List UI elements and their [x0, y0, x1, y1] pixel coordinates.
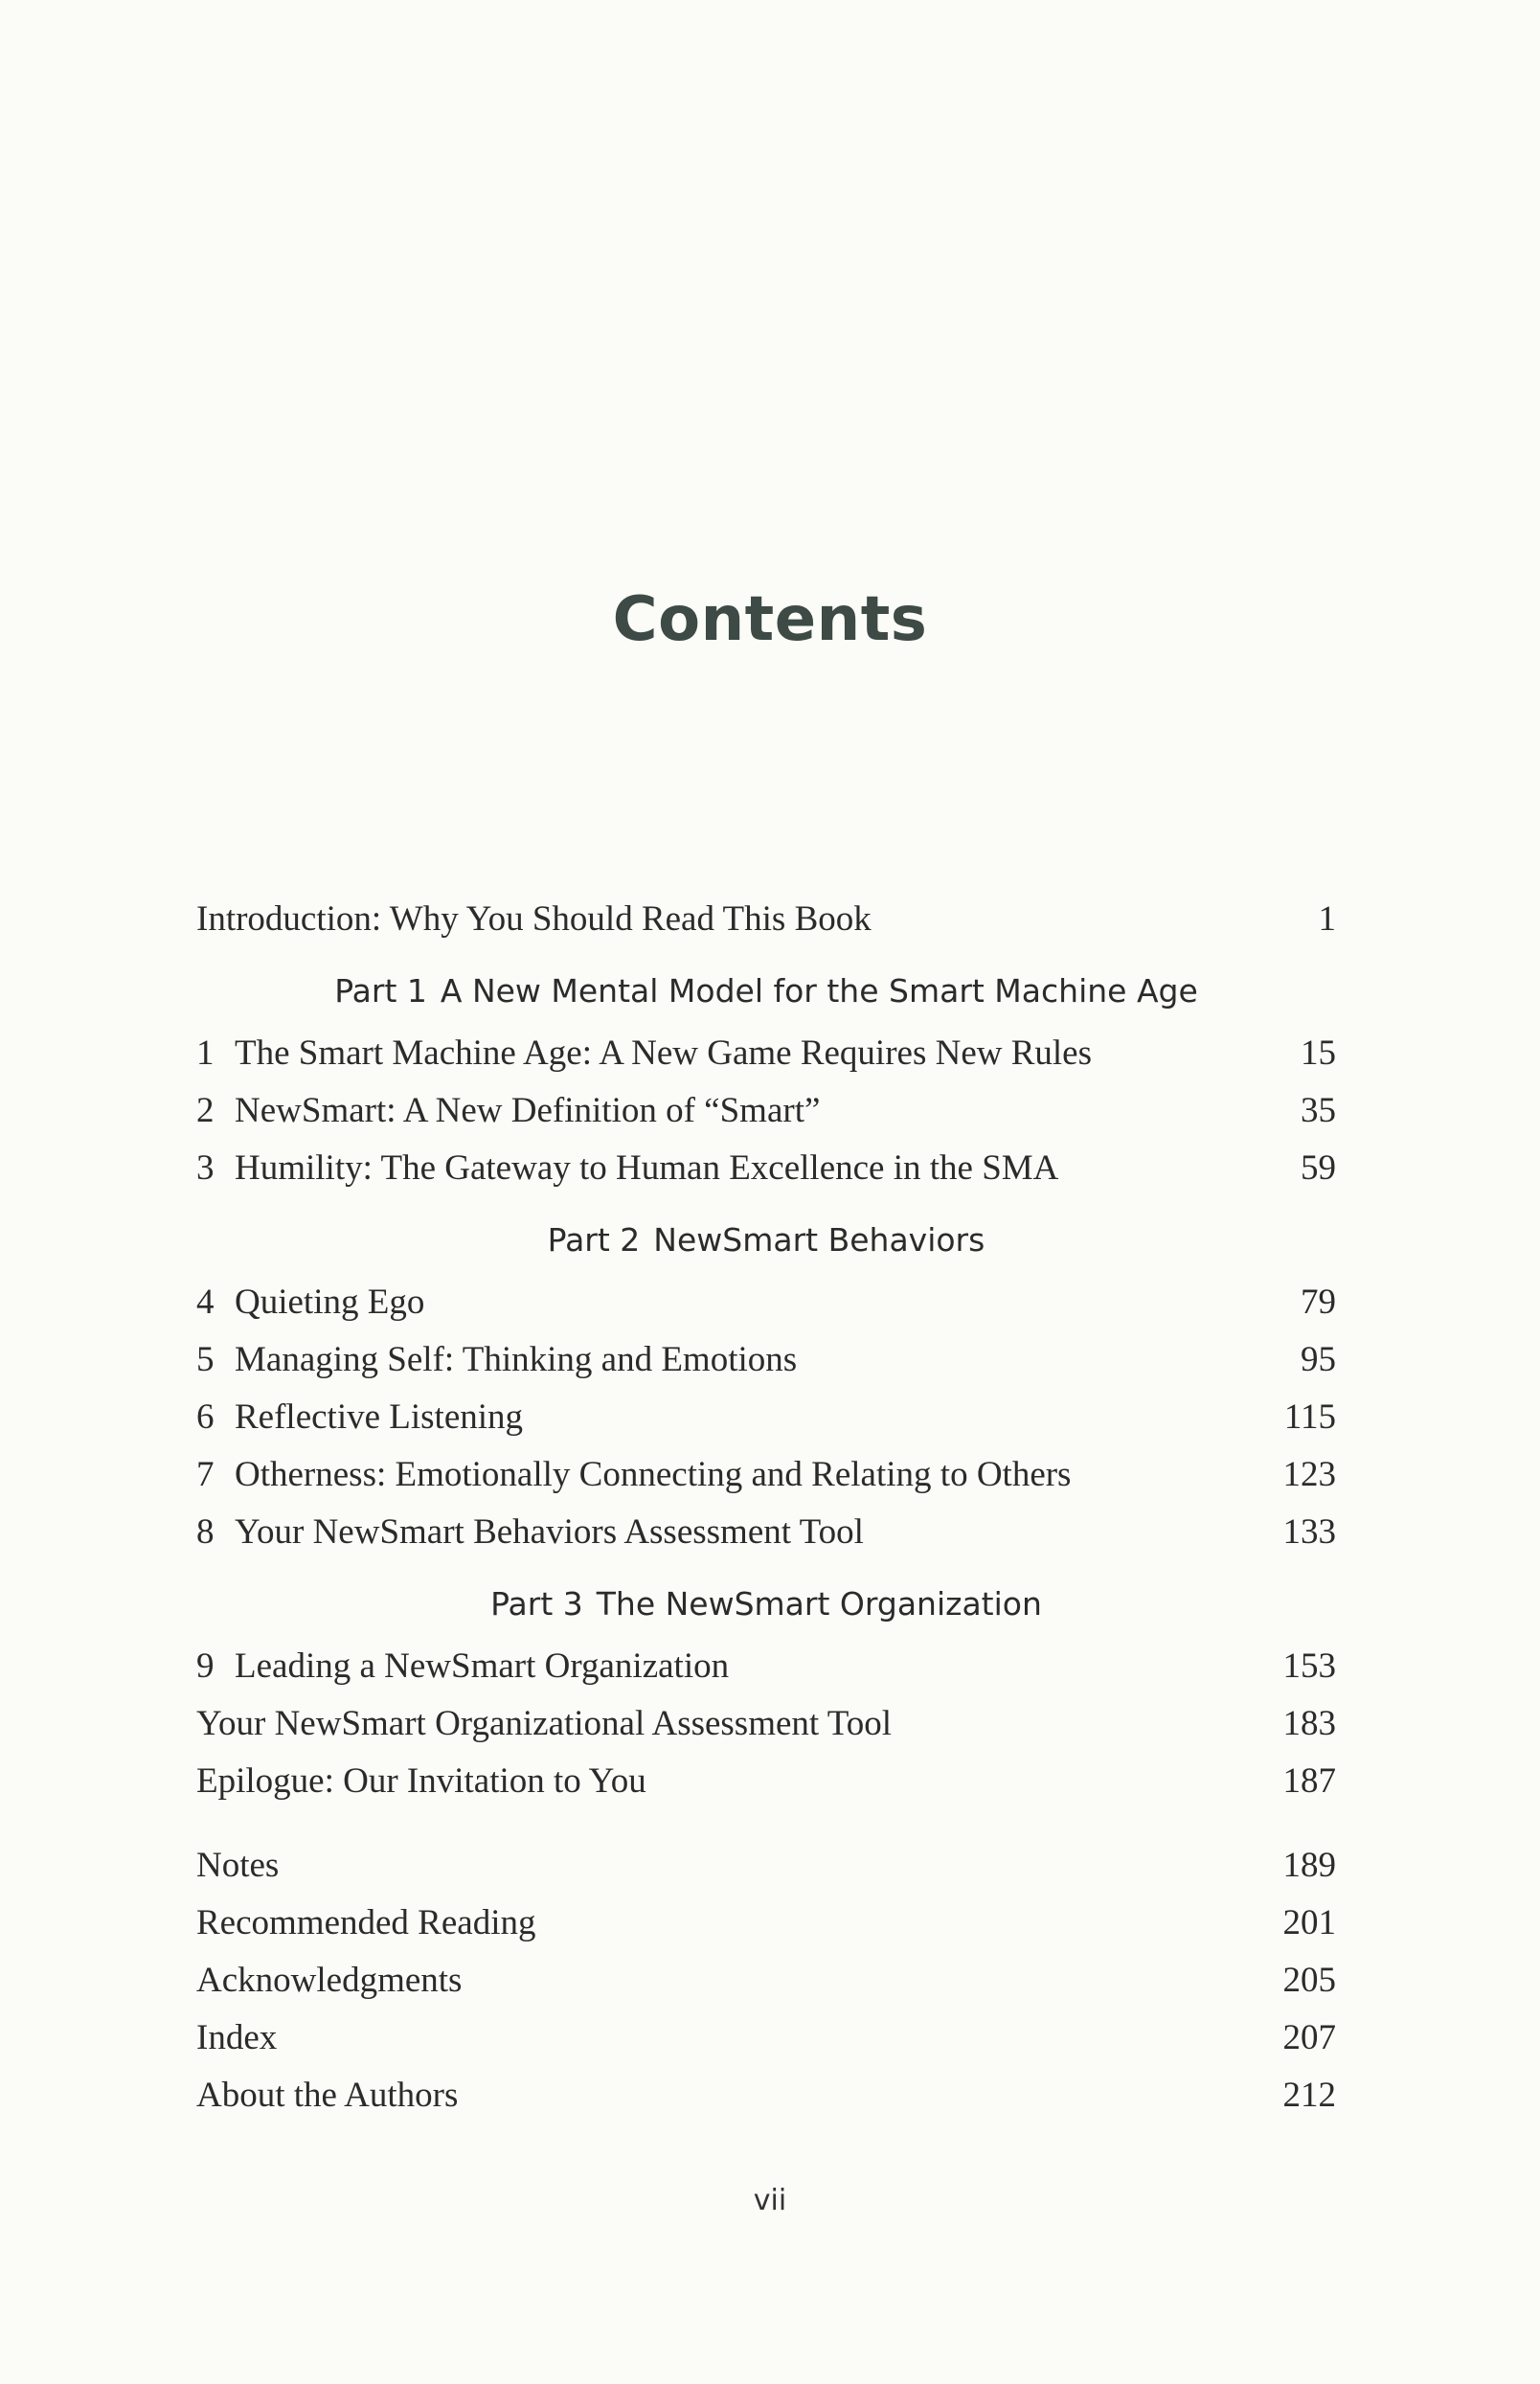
part-title: The NewSmart Organization: [596, 1585, 1042, 1623]
toc-entry-back-matter: [196, 2009, 1336, 2067]
page-title: Contents: [612, 584, 928, 655]
chapter-number: 3: [196, 1148, 215, 1188]
chapter-number: 5: [196, 1340, 215, 1379]
section-title: Your NewSmart Organizational Assessment Tool: [196, 1704, 893, 1743]
back-matter-page: 212: [1282, 2076, 1336, 2115]
part-heading-1: [196, 960, 1336, 1023]
toc-entry-section: [196, 1753, 1336, 1810]
chapter-page: 35: [1301, 1091, 1336, 1130]
toc-entry-page: 1: [1318, 899, 1336, 939]
chapter-title: Otherness: Emotionally Connecting and Relating to Others: [235, 1455, 1072, 1494]
chapter-title: Quieting Ego: [235, 1283, 425, 1322]
back-matter-label: About the Authors: [196, 2076, 459, 2115]
section-gap: [196, 1810, 1336, 1837]
back-matter-label: Index: [196, 2018, 278, 2057]
chapter-number: 2: [196, 1091, 215, 1130]
toc-entry-back-matter: [196, 1952, 1336, 2009]
chapter-page: 115: [1283, 1397, 1336, 1437]
chapter-page: 123: [1282, 1455, 1336, 1494]
toc-entry-section: [196, 1695, 1336, 1753]
chapter-number: 6: [196, 1397, 215, 1437]
toc-entry-label: Introduction: Why You Should Read This Book: [196, 899, 872, 939]
toc-entry-back-matter: [196, 2067, 1336, 2124]
toc-entry-introduction: [196, 891, 1336, 948]
chapter-page: 95: [1301, 1340, 1336, 1379]
part-label: Part 1: [334, 972, 427, 1010]
section-page: 187: [1282, 1761, 1336, 1801]
chapter-title: NewSmart: A New Definition of “Smart”: [235, 1091, 821, 1130]
page-folio: vii: [753, 2184, 787, 2217]
chapter-number: 7: [196, 1455, 215, 1494]
part-heading-3: [196, 1573, 1336, 1636]
back-matter-page: 207: [1282, 2018, 1336, 2057]
toc-entry-chapter: [196, 1025, 1336, 1082]
chapter-number: 8: [196, 1512, 215, 1552]
section-title: Epilogue: Our Invitation to You: [196, 1761, 646, 1801]
chapter-page: 59: [1301, 1148, 1336, 1188]
back-matter-label: Notes: [196, 1846, 280, 1885]
part-title: NewSmart Behaviors: [653, 1221, 985, 1259]
chapter-title: Reflective Listening: [235, 1397, 524, 1437]
toc-entry-back-matter: [196, 1837, 1336, 1895]
chapter-title: The Smart Machine Age: A New Game Requires New Rules: [235, 1033, 1092, 1073]
part-label: Part 3: [490, 1585, 583, 1623]
chapter-title: Leading a NewSmart Organization: [235, 1646, 730, 1686]
toc-entry-chapter: [196, 1638, 1336, 1695]
table-of-contents: [196, 891, 1336, 2124]
part-label: Part 2: [547, 1221, 641, 1259]
chapter-number: 4: [196, 1283, 215, 1322]
chapter-title: Your NewSmart Behaviors Assessment Tool: [235, 1512, 864, 1552]
chapter-page: 133: [1282, 1512, 1336, 1552]
chapter-number: 1: [196, 1033, 215, 1073]
chapter-title: Humility: The Gateway to Human Excellence in the SMA: [235, 1148, 1059, 1188]
toc-entry-chapter: [196, 1331, 1336, 1389]
back-matter-page: 201: [1282, 1903, 1336, 1942]
toc-entry-chapter: [196, 1389, 1336, 1446]
back-matter-page: 189: [1282, 1846, 1336, 1885]
section-page: 183: [1282, 1704, 1336, 1743]
toc-entry-back-matter: [196, 1895, 1336, 1952]
back-matter-label: Acknowledgments: [196, 1961, 463, 2000]
toc-entry-chapter: [196, 1140, 1336, 1197]
back-matter-page: 205: [1282, 1961, 1336, 2000]
toc-entry-chapter: [196, 1504, 1336, 1561]
back-matter-label: Recommended Reading: [196, 1903, 536, 1942]
chapter-number: 9: [196, 1646, 215, 1686]
toc-entry-chapter: [196, 1082, 1336, 1140]
toc-entry-chapter: [196, 1274, 1336, 1331]
chapter-title: Managing Self: Thinking and Emotions: [235, 1340, 798, 1379]
chapter-page: 153: [1282, 1646, 1336, 1686]
chapter-page: 15: [1301, 1033, 1336, 1073]
part-heading-2: [196, 1209, 1336, 1272]
toc-entry-chapter: [196, 1446, 1336, 1504]
part-title: A New Mental Model for the Smart Machine Age: [440, 972, 1198, 1010]
chapter-page: 79: [1301, 1283, 1336, 1322]
